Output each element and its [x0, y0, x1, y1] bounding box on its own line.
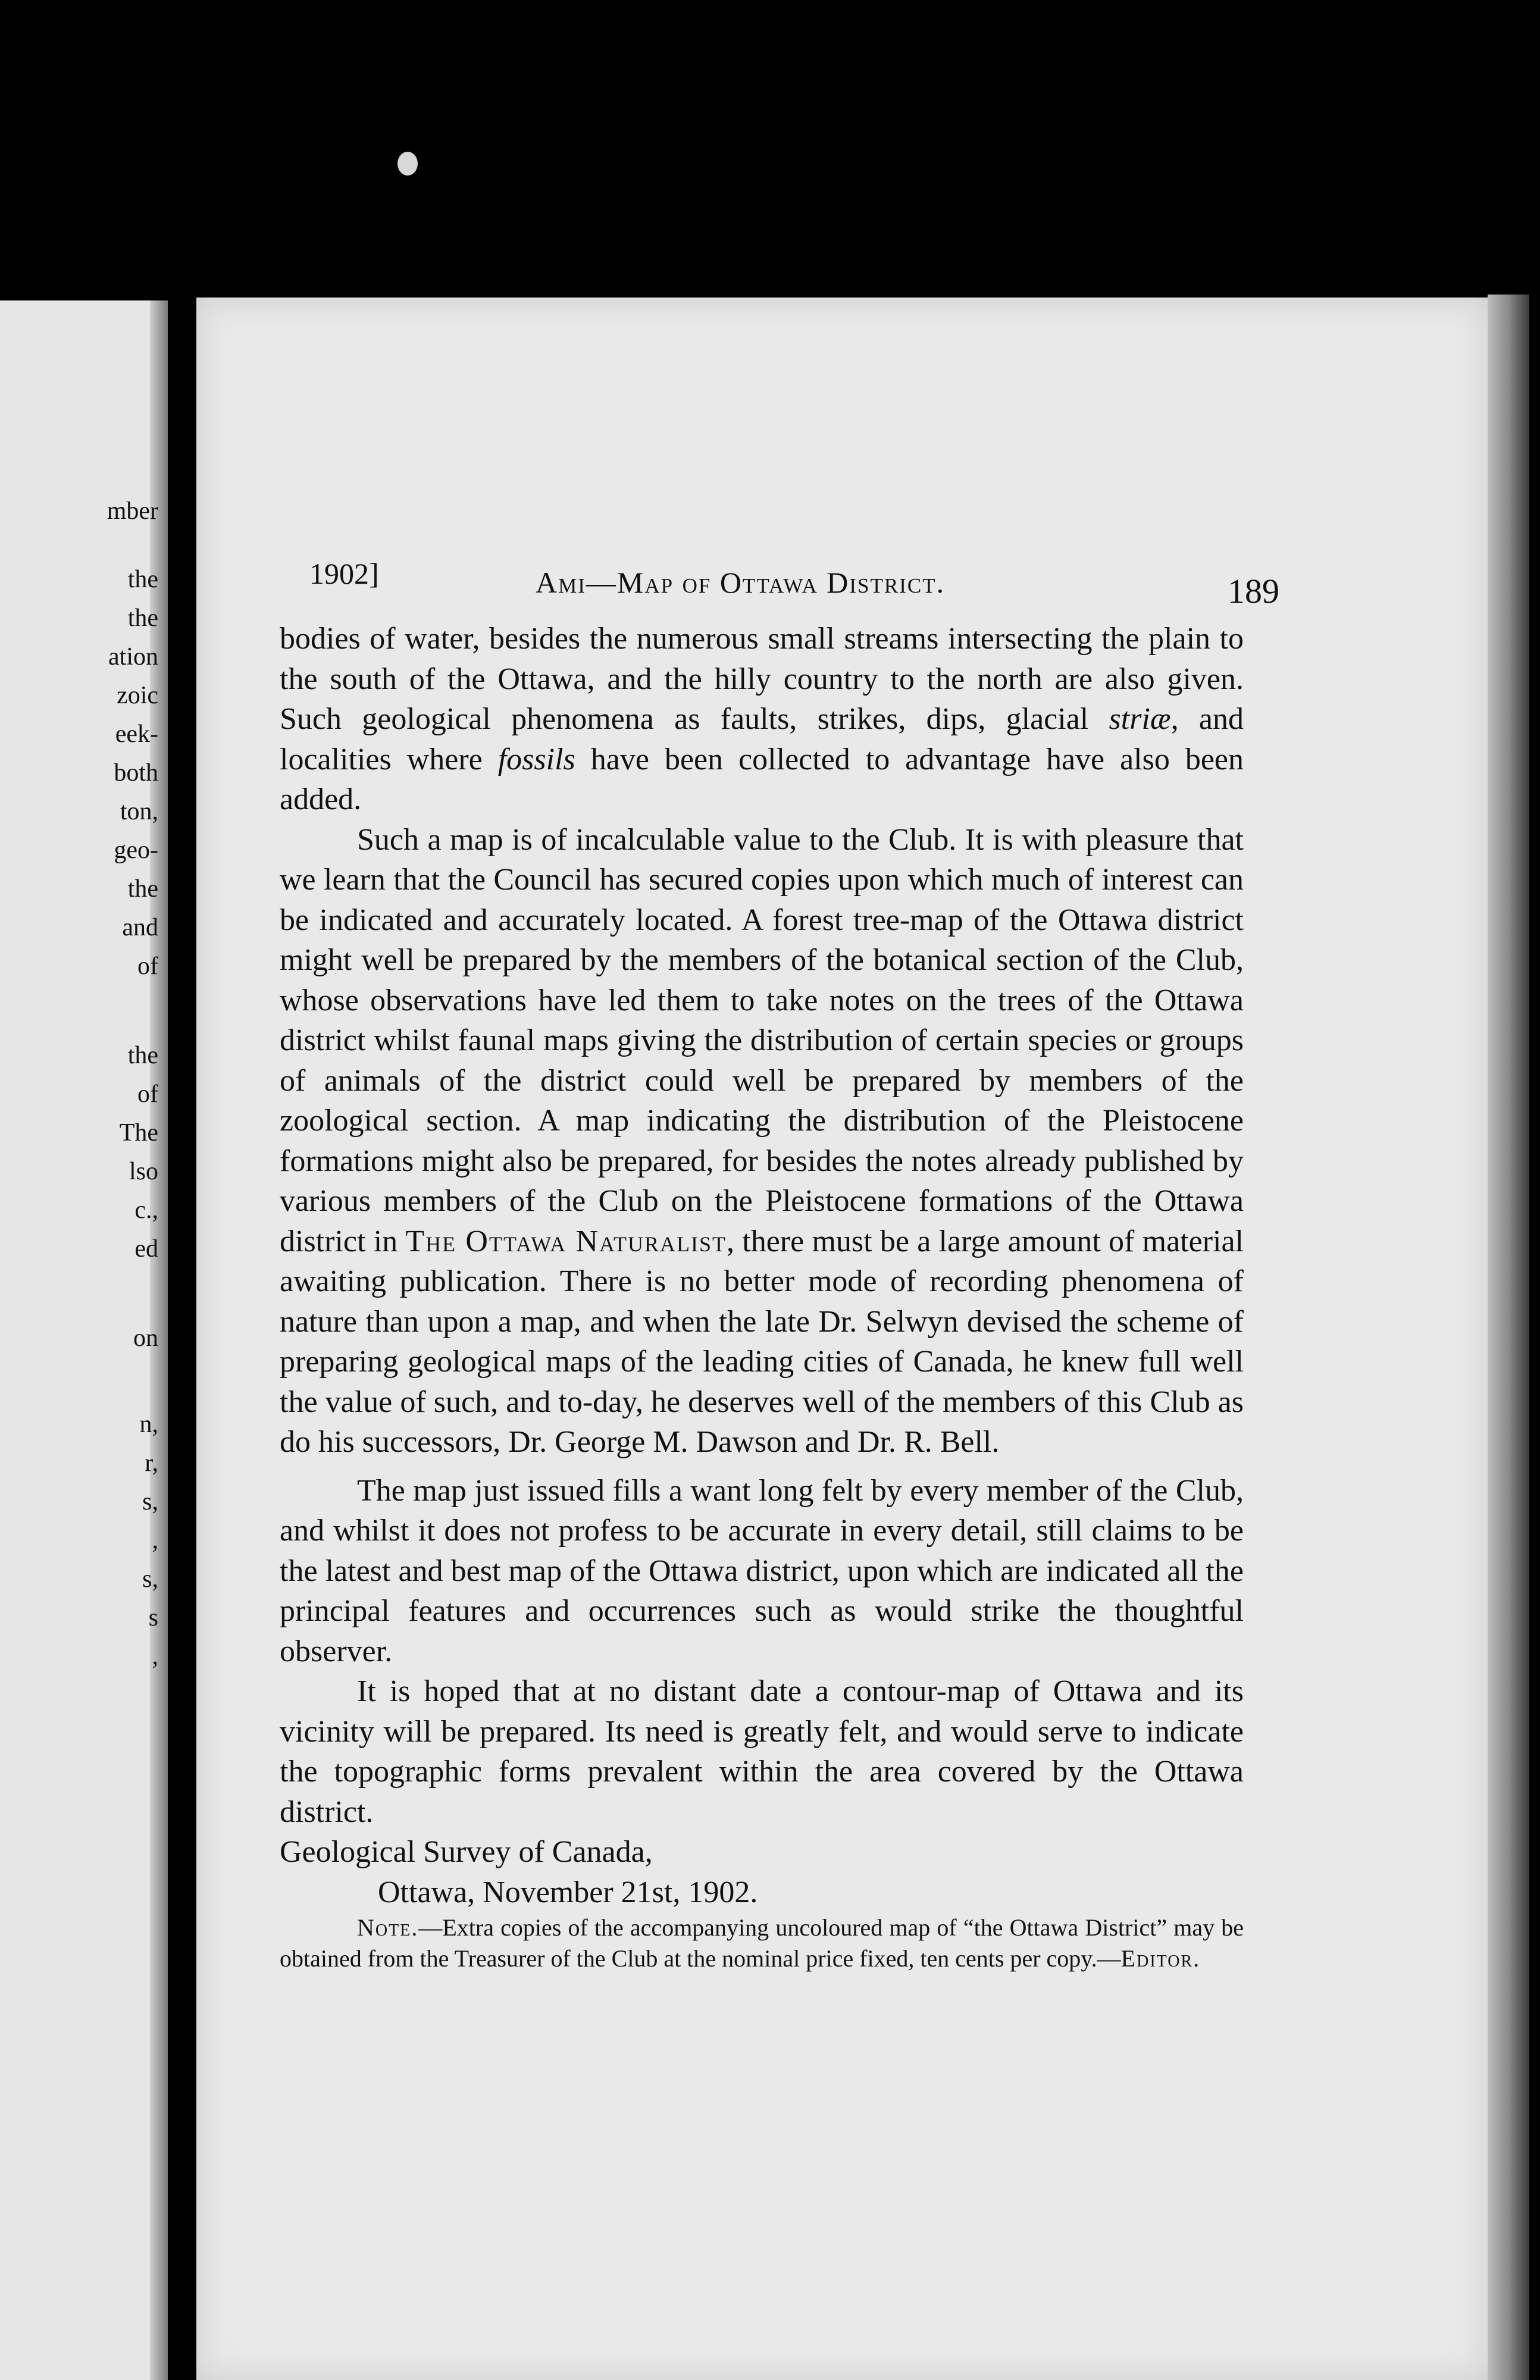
italic-striae: striæ: [1109, 702, 1171, 736]
header-year: 1902]: [309, 557, 379, 590]
signature-affiliation: Geological Survey of Canada,: [280, 1835, 653, 1869]
facing-page-fragment: of: [137, 1081, 158, 1108]
page-edge-shadow: [1488, 295, 1529, 2380]
facing-page-fragment: ation: [108, 643, 158, 671]
facing-page-fragment: both: [114, 759, 158, 787]
paragraph-4: It is hoped that at no distant date a contour-map of Ottawa and its vicinity will be prepared. Its need is greatly felt, and would serve to indicate the topographic forms prevalent within the area covered by the Ottawa district.: [280, 1674, 1244, 1829]
facing-page-fragment: ton,: [120, 798, 158, 825]
facing-page-fragment: the: [127, 875, 158, 903]
italic-fossils: fossils: [497, 742, 575, 776]
facing-page-fragment: of: [137, 953, 158, 980]
paragraph-2-text: Such a map is of incalculable value to the Club. It is with pleasure that we learn that the Council has secured copies upon which much of interest can be indicated and accurately located. A forest tree-map of the Ottawa district might well be prepared by the members of the botanical section of the Club, whose observations have led them to take notes on the trees of the Ottawa district whilst faunal maps giving the distribution of certain species or groups of animals of the district could well be prepared by members of the zoological section. A map indicating the distribution of the Pleistocene formations might also be prepared, for besides the notes already published by various members of the Club on the Pleistocene formations of the Ottawa district in: [280, 822, 1244, 1258]
facing-page-fragment: ,: [152, 1643, 158, 1670]
facing-page-fragment: zoic: [117, 682, 158, 709]
paragraph-3: The map just issued fills a want long felt by every member of the Club, and whilst it does not profess to be accurate in every detail, still claims to be the latest and best map of the Ottawa district, upon which are indicated all the principal features and occurrences such as would strike the thoughtful observer.: [280, 1473, 1244, 1668]
paragraph-1-text: bodies of water, besides the numerous small streams intersecting the plain to the south of the Ottawa, and the hilly country to the north are also given. Such geological phenomena as faults, strikes, dips, glacial: [280, 622, 1244, 736]
facing-page-fragment: the: [127, 1042, 158, 1069]
facing-page-fragment: s,: [142, 1565, 158, 1593]
facing-page-fragment: ,: [152, 1527, 158, 1554]
facing-page-fragment: geo-: [114, 837, 158, 864]
facing-page-fragment: s: [148, 1604, 158, 1631]
page-number: 189: [1228, 572, 1279, 610]
journal-name: The Ottawa Naturalist: [405, 1224, 727, 1258]
note-text: —Extra copies of the accompanying uncoloured map of “the Ottawa District” may be obtained from the Treasurer of the Club at the nominal price fixed, ten cents per copy.—: [280, 1914, 1244, 1972]
running-head: [309, 541, 1279, 610]
note-editor: Editor.: [1120, 1945, 1201, 1972]
facing-page-fragment: s,: [142, 1488, 158, 1515]
editor-note: [280, 1912, 1244, 1974]
facing-page-fragment: mber: [107, 497, 158, 525]
facing-page-fragment: r,: [145, 1449, 158, 1477]
header-title: Ami—Map of Ottawa District.: [536, 566, 946, 599]
paragraph-2: [280, 820, 1244, 1463]
facing-page-fragment: c.,: [134, 1197, 158, 1224]
facing-page-fragment: eek-: [115, 721, 158, 748]
facing-page-fragment: lso: [129, 1158, 158, 1185]
facing-page-fragment: on: [133, 1324, 158, 1352]
article-body: [280, 619, 1244, 1974]
facing-page-fragment: the: [127, 566, 158, 593]
paragraph-1: [280, 619, 1244, 820]
paragraph-1-text-2: , and localities where: [280, 702, 1244, 776]
facing-page-fragment: The: [119, 1119, 158, 1147]
note-label: Note.: [357, 1914, 419, 1941]
facing-page-fragment: ed: [134, 1235, 158, 1263]
facing-page-fragment: the: [127, 605, 158, 632]
signature-date: Ottawa, November 21st, 1902.: [378, 1875, 758, 1909]
paragraph-1-text-3: have been collected to advantage have also been added.: [280, 742, 1244, 816]
facing-page-fragment: n,: [139, 1411, 158, 1438]
facing-page-fragment: and: [122, 914, 158, 941]
facing-page-edge: [0, 300, 168, 2380]
scan-speck: [397, 152, 418, 176]
paragraph-2-text-2: , there must be a large amount of material awaiting publication. There is no better mode of recording phenomena of nature than upon a map, and when the late Dr. Selwyn devised the scheme of preparing geological maps of the leading cities of Canada, he knew full well the value of such, and to-day, he deserves well of the members of this Club as do his successors, Dr. George M. Dawson and Dr. R. Bell.: [280, 1224, 1244, 1459]
